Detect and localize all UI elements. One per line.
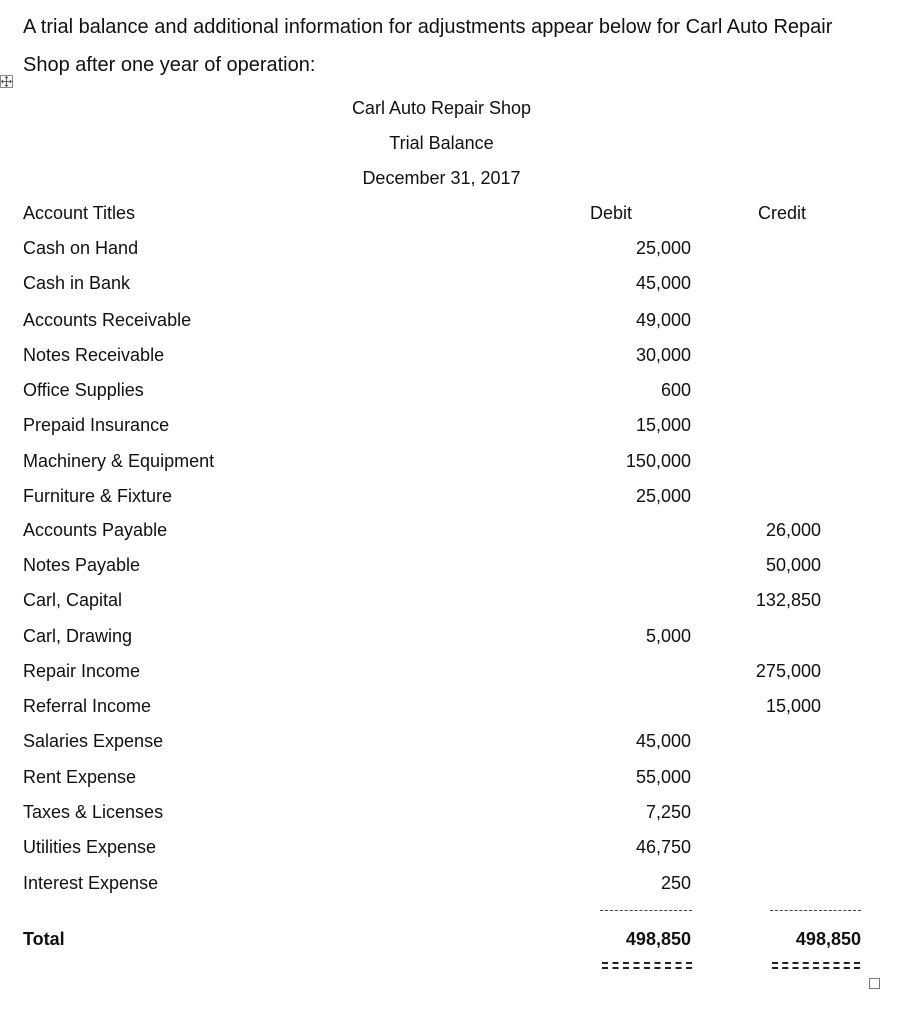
debit-amount: 250 xyxy=(660,873,691,893)
total-label: Total xyxy=(23,929,65,949)
credit-amount: 15,000 xyxy=(765,696,821,716)
account-title: Cash on Hand xyxy=(23,238,139,258)
account-title: Taxes & Licenses xyxy=(23,802,164,822)
table-row xyxy=(0,729,905,753)
account-title: Carl, Capital xyxy=(23,590,123,610)
table-row xyxy=(0,378,905,402)
resize-handle-icon[interactable] xyxy=(869,978,880,989)
debit-total-double-rule xyxy=(602,962,692,969)
table-row xyxy=(0,518,905,542)
report-date: December 31, 2017 xyxy=(362,168,521,188)
company-name: Carl Auto Repair Shop xyxy=(351,98,532,118)
table-row xyxy=(0,343,905,367)
account-title: Accounts Payable xyxy=(23,520,168,540)
debit-amount: 7,250 xyxy=(645,802,691,822)
credit-amount: 50,000 xyxy=(765,555,821,575)
credit-amount: 275,000 xyxy=(755,661,821,681)
table-row xyxy=(0,308,905,332)
move-icon[interactable] xyxy=(0,75,13,88)
debit-amount: 55,000 xyxy=(635,767,691,787)
credit-amount: 132,850 xyxy=(755,590,821,610)
total-debit: 498,850 xyxy=(625,929,691,949)
table-row xyxy=(0,588,905,612)
table-row xyxy=(0,871,905,895)
table-row xyxy=(0,484,905,508)
table-row xyxy=(0,624,905,648)
debit-header: Debit xyxy=(590,203,633,223)
credit-total-double-rule xyxy=(772,962,860,969)
account-title: Furniture & Fixture xyxy=(23,486,173,506)
table-row xyxy=(0,765,905,789)
debit-amount: 25,000 xyxy=(635,486,691,506)
debit-amount: 30,000 xyxy=(635,345,691,365)
account-title: Referral Income xyxy=(23,696,152,716)
table-row xyxy=(0,271,905,295)
table-row xyxy=(0,800,905,824)
debit-amount: 45,000 xyxy=(635,731,691,751)
account-title: Interest Expense xyxy=(23,873,159,893)
debit-amount: 46,750 xyxy=(635,837,691,857)
account-title: Notes Receivable xyxy=(23,345,165,365)
debit-amount: 45,000 xyxy=(635,273,691,293)
debit-amount: 25,000 xyxy=(635,238,691,258)
table-row xyxy=(0,659,905,683)
account-title: Salaries Expense xyxy=(23,731,164,751)
debit-subtotal-rule xyxy=(600,910,692,911)
report-title: Trial Balance xyxy=(389,133,494,153)
account-title: Accounts Receivable xyxy=(23,310,192,330)
total-credit: 498,850 xyxy=(795,929,861,949)
table-row xyxy=(0,835,905,859)
account-title: Cash in Bank xyxy=(23,273,131,293)
debit-amount: 5,000 xyxy=(645,626,691,646)
account-title: Office Supplies xyxy=(23,380,144,400)
debit-amount: 15,000 xyxy=(635,415,691,435)
table-row xyxy=(0,236,905,260)
debit-amount: 49,000 xyxy=(635,310,691,330)
account-title: Rent Expense xyxy=(23,767,137,787)
account-title: Machinery & Equipment xyxy=(23,451,215,471)
account-title: Repair Income xyxy=(23,661,141,681)
credit-subtotal-rule xyxy=(770,910,861,911)
table-row xyxy=(0,449,905,473)
table-row xyxy=(0,694,905,718)
debit-amount: 600 xyxy=(660,380,691,400)
account-title: Notes Payable xyxy=(23,555,141,575)
account-title: Carl, Drawing xyxy=(23,626,133,646)
intro-text: A trial balance and additional information for adjustments appear below for Carl Auto Repair Shop after one year of operation: xyxy=(23,16,833,76)
column-header-row xyxy=(0,201,905,225)
table-row xyxy=(0,553,905,577)
account-titles-header: Account Titles xyxy=(23,203,136,223)
table-row xyxy=(0,413,905,437)
account-title: Prepaid Insurance xyxy=(23,415,170,435)
credit-header: Credit xyxy=(758,203,807,223)
debit-amount: 150,000 xyxy=(625,451,691,471)
account-title: Utilities Expense xyxy=(23,837,157,857)
credit-amount: 26,000 xyxy=(765,520,821,540)
total-row xyxy=(0,927,905,951)
